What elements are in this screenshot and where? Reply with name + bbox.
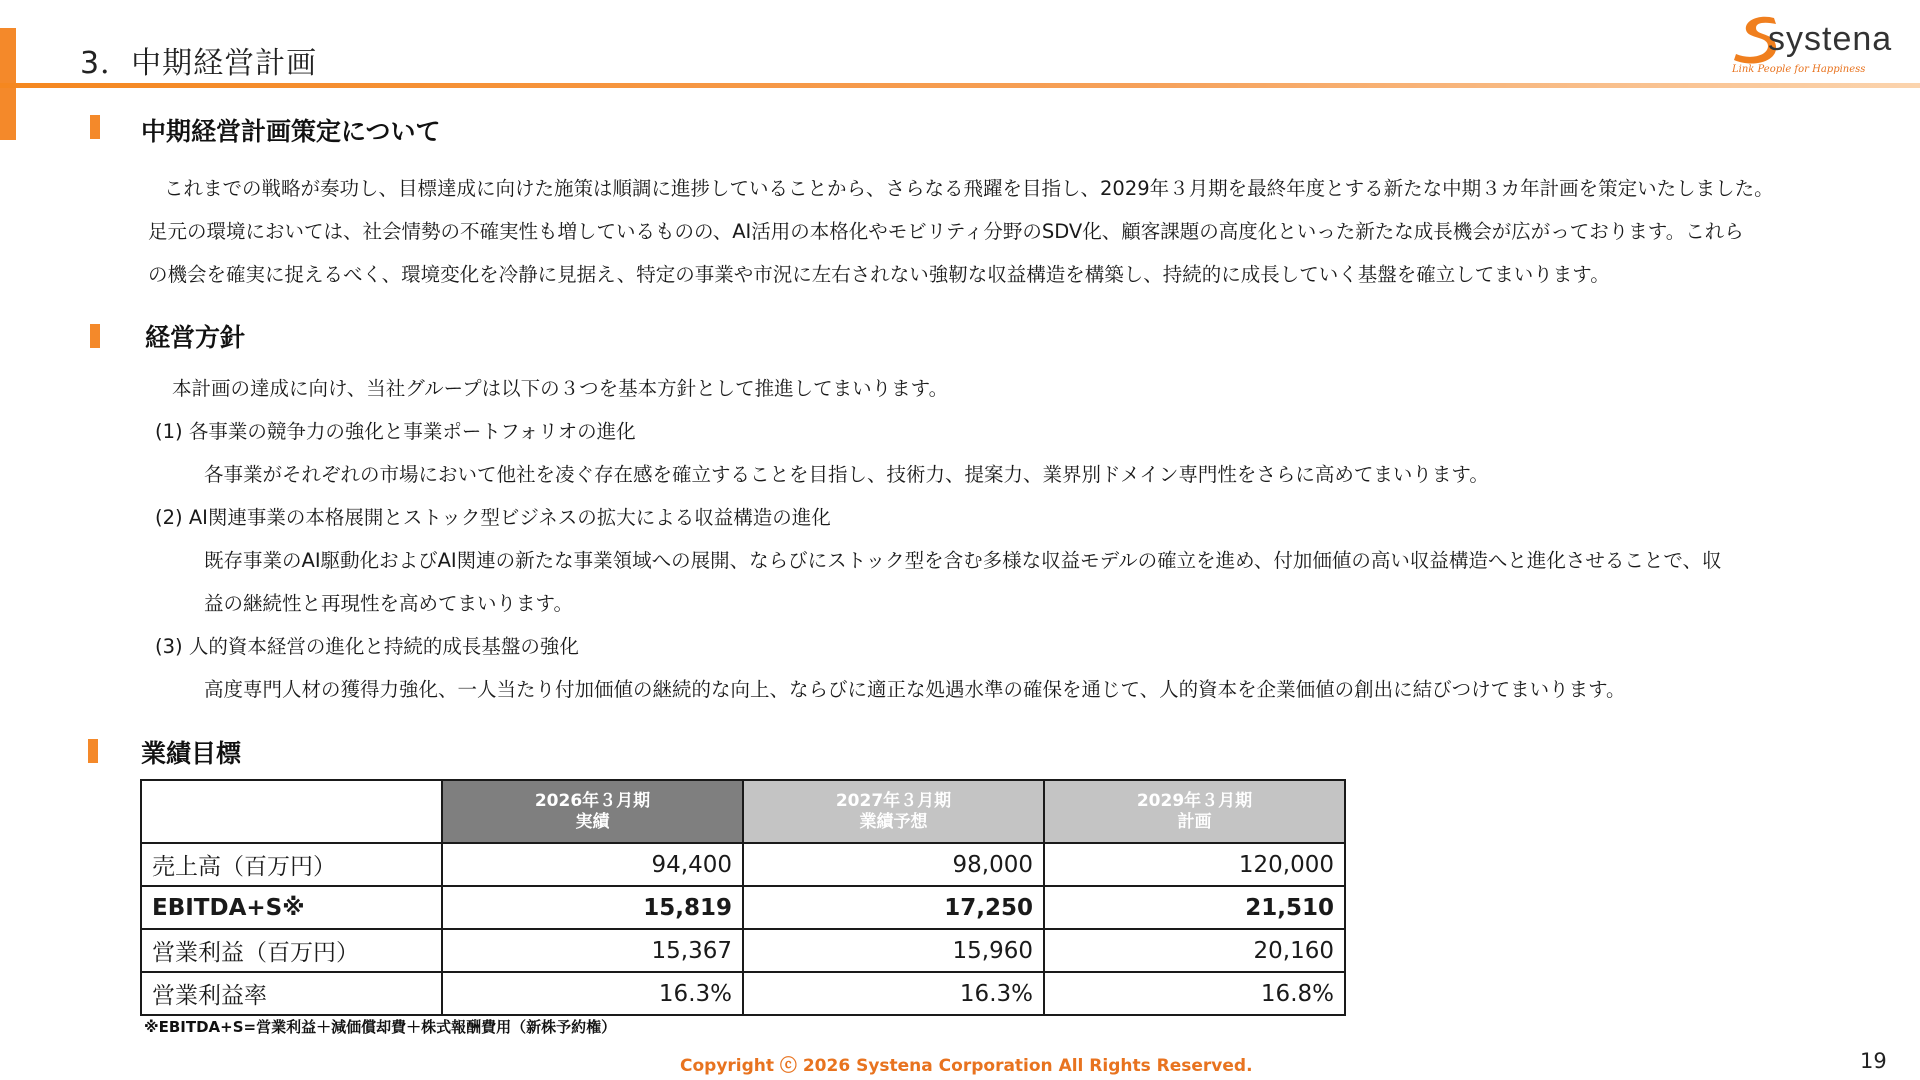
table-cell: 15,960 bbox=[743, 929, 1044, 972]
policy-item-heading: (2) AI関連事業の本格展開とストック型ビジネスの拡大による収益構造の進化 bbox=[155, 506, 831, 529]
table-cell: 20,160 bbox=[1044, 929, 1345, 972]
policy-line: の機会を確実に捉えるべく、環境変化を冷静に見据え、特定の事業や市況に左右されない強靭な収益構造を構築し、持続的に成長していく基盤を確立してまいります。 bbox=[148, 263, 1610, 286]
table-footnote: ※EBITDA+S=営業利益＋減価償却費＋株式報酬費用（新株予約権） bbox=[144, 1018, 617, 1036]
table-cell: 16.8% bbox=[1044, 972, 1345, 1015]
table-row bbox=[141, 929, 1345, 972]
table-cell: 15,819 bbox=[442, 886, 743, 929]
table-cell: 16.3% bbox=[442, 972, 743, 1015]
section-marker bbox=[88, 739, 98, 763]
row-label: 売上高（百万円） bbox=[141, 843, 442, 886]
policy-item-body: 高度専門人材の獲得力強化、一人当たり付加価値の継続的な向上、ならびに適正な処遇水準の確保を通じて、人的資本を企業価値の創出に結びつけてまいります。 bbox=[204, 678, 1626, 701]
page-title: 3．中期経営計画 bbox=[80, 46, 318, 81]
performance-targets-table bbox=[140, 779, 1346, 1016]
section-title-targets: 業績目標 bbox=[141, 739, 242, 768]
table-cell: 120,000 bbox=[1044, 843, 1345, 886]
policy-item-heading: (3) 人的資本経営の進化と持続的成長基盤の強化 bbox=[155, 635, 579, 658]
section-marker bbox=[90, 324, 100, 348]
policy-item-body: 既存事業のAI駆動化およびAI関連の新たな事業領域への展開、ならびにストック型を含む多様な収益モデルの確立を進め、付加価値の高い収益構造へと進化させることで、収 bbox=[204, 549, 1722, 572]
management-intro: 本計画の達成に向け、当社グループは以下の３つを基本方針として推進してまいります。 bbox=[172, 377, 949, 400]
table-row bbox=[141, 886, 1345, 929]
table-cell: 16.3% bbox=[743, 972, 1044, 1015]
section-title-management: 経営方針 bbox=[145, 323, 246, 352]
section-marker bbox=[90, 115, 100, 139]
policy-line: これまでの戦略が奏功し、目標達成に向けた施策は順調に進捗していることから、さらなる飛躍を目指し、2029年３月期を最終年度とする新たな中期３カ年計画を策定いたしました。 bbox=[164, 177, 1774, 200]
logo-tagline: Link People for Happiness bbox=[1732, 64, 1866, 75]
header-divider bbox=[0, 83, 1920, 88]
table-header-fy2029: 2029年３月期 計画 bbox=[1044, 780, 1345, 843]
systena-logo bbox=[1728, 12, 1908, 78]
copyright-text: Copyright ⓒ 2026 Systena Corporation All Rights Reserved. bbox=[680, 1056, 1253, 1076]
policy-line: 足元の環境においては、社会情勢の不確実性も増しているものの、AI活用の本格化やモビリティ分野のSDV化、顧客課題の高度化といった新たな成長機会が広がっております。これら bbox=[148, 220, 1744, 243]
row-label: 営業利益率 bbox=[141, 972, 442, 1015]
table-cell: 98,000 bbox=[743, 843, 1044, 886]
row-label: EBITDA+S※ bbox=[141, 886, 442, 929]
policy-item-body: 各事業がそれぞれの市場において他社を凌ぐ存在感を確立することを目指し、技術力、提案力、業界別ドメイン専門性をさらに高めてまいります。 bbox=[204, 463, 1489, 486]
table-cell: 21,510 bbox=[1044, 886, 1345, 929]
table-cell: 94,400 bbox=[442, 843, 743, 886]
table-row bbox=[141, 972, 1345, 1015]
row-label: 営業利益（百万円） bbox=[141, 929, 442, 972]
table-header-fy2026: 2026年３月期 実績 bbox=[442, 780, 743, 843]
page-number: 19 bbox=[1860, 1049, 1887, 1073]
table-header-blank bbox=[141, 780, 442, 843]
logo-wordmark: systena bbox=[1768, 20, 1893, 58]
table-cell: 17,250 bbox=[743, 886, 1044, 929]
table-header-row bbox=[141, 780, 1345, 843]
policy-item-heading: (1) 各事業の競争力の強化と事業ポートフォリオの進化 bbox=[155, 420, 636, 443]
policy-item-body: 益の継続性と再現性を高めてまいります。 bbox=[204, 592, 573, 615]
table-cell: 15,367 bbox=[442, 929, 743, 972]
section-title-policy: 中期経営計画策定について bbox=[141, 117, 441, 146]
table-row bbox=[141, 843, 1345, 886]
table-header-fy2027: 2027年３月期 業績予想 bbox=[743, 780, 1044, 843]
